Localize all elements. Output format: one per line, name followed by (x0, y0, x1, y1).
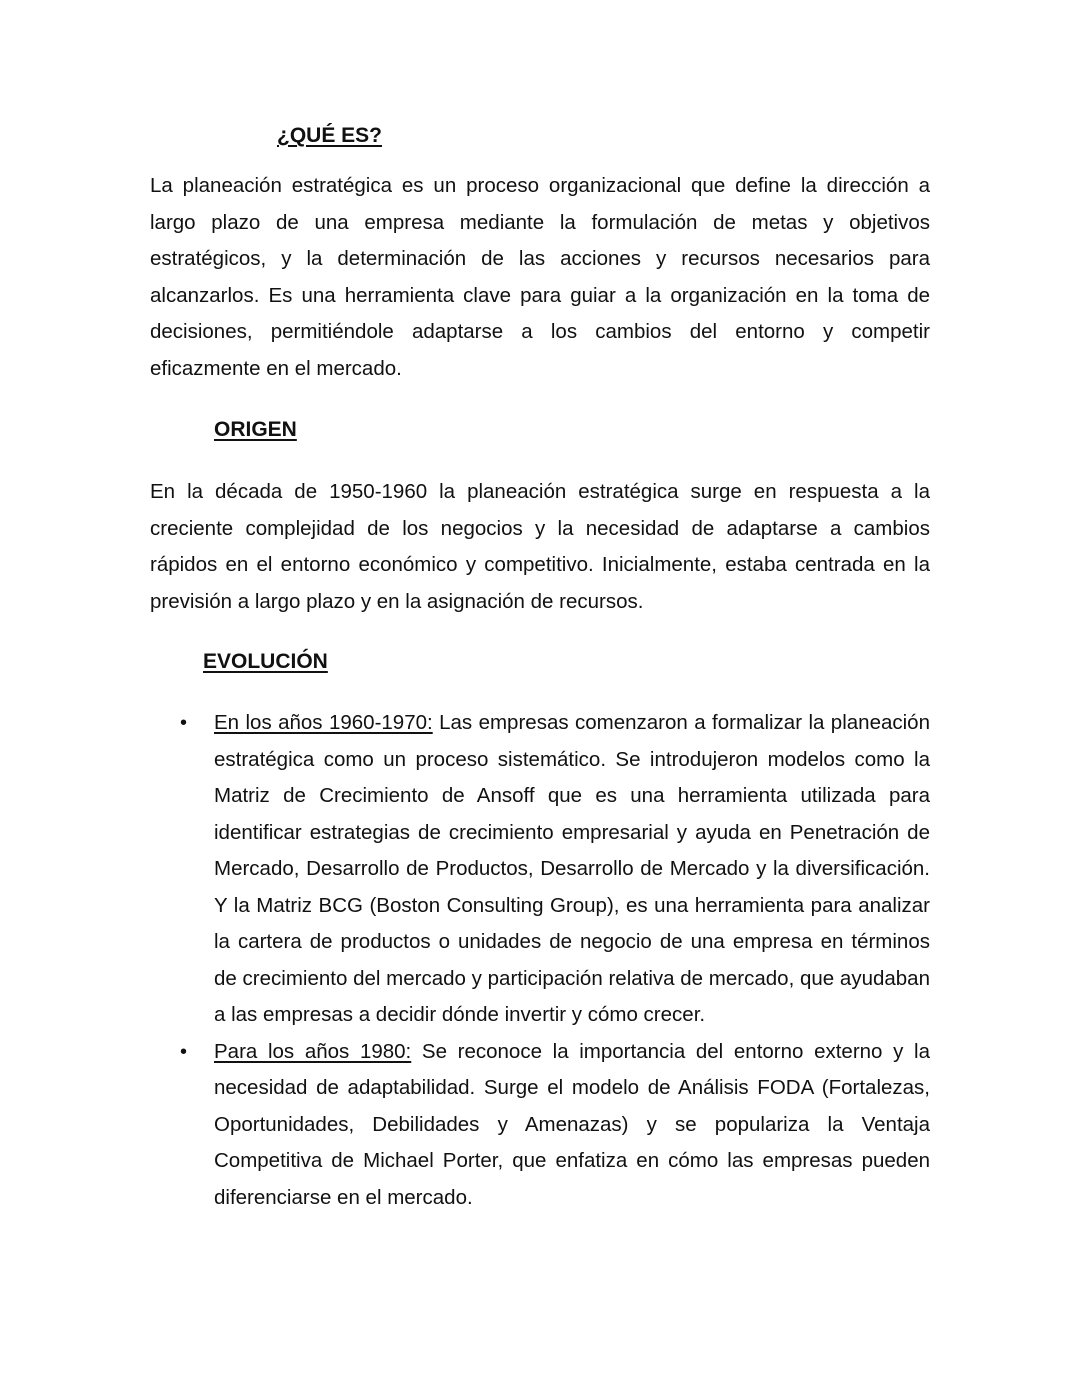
list-item-text: Las empresas comenzaron a formalizar la planeación estratégica como un proceso sistemático. Se introdujeron modelos como la Matriz de Crecimiento de Ansoff que es una herramienta utilizada para identificar estrategias de crecimiento empresarial y ayuda en Penetración de Mercado, Desarrollo de Productos, Desarrollo de Mercado y la diversificación. Y la Matriz BCG (Boston Consulting Group), es una herramienta para analizar la cartera de productos o unidades de negocio de una empresa en términos de crecimiento del mercado y participación relativa de mercado, que ayudaban a las empresas a decidir dónde invertir y cómo crecer. (214, 711, 930, 1026)
paragraph-que-es: La planeación estratégica es un proceso organizacional que define la dirección a largo plazo de una empresa mediante la formulación de metas y objetivos estratégicos, y la determinación de las acciones y recursos necesarios para alcanzarlos. Es una herramienta clave para guiar a la organización en la toma de decisiones, permitiéndole adaptarse a los cambios del entorno y competir eficazmente en el mercado. (150, 174, 930, 380)
evolution-list (180, 705, 930, 1216)
list-item-lead: En los años 1960-1970: (214, 711, 433, 734)
heading-que-es: ¿QUÉ ES? (277, 124, 383, 147)
list-item-lead: Para los años 1980: (214, 1039, 412, 1063)
heading-origen: ORIGEN (214, 418, 297, 441)
list-item (180, 705, 930, 1034)
bullet-icon: • (180, 1040, 188, 1063)
list-item-text: Se reconoce la importancia del entorno externo y la necesidad de adaptabilidad. Surge el modelo de Análisis FODA (Fortalezas, Oportunidades, Debilidades y Amenazas) y se populariza la Ventaja Competitiva de Michael Porter, que enfatiza en cómo las empresas pueden diferenciarse en el mercado. (214, 1039, 930, 1209)
paragraph-origen: En la década de 1950-1960 la planeación estratégica surge en respuesta a la creciente complejidad de los negocios y la necesidad de adaptarse a cambios rápidos en el entorno económico y competitivo. Inicialmente, estaba centrada en la previsión a largo plazo y en la asignación de recursos. (150, 480, 930, 613)
heading-evolucion: EVOLUCIÓN (203, 650, 328, 673)
list-item (180, 1034, 930, 1217)
bullet-icon: • (180, 712, 188, 734)
